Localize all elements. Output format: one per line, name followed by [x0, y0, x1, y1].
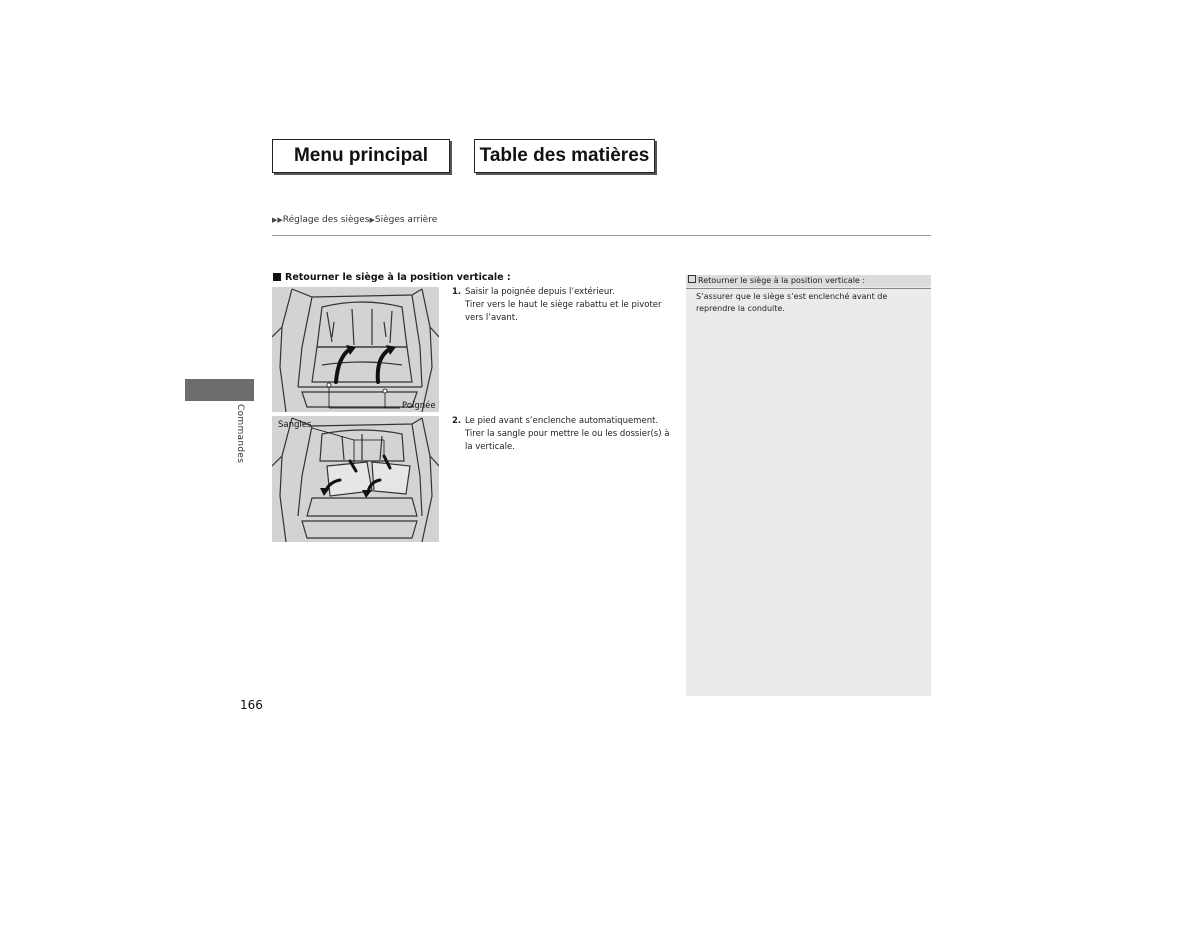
straps-label: Sangles	[278, 420, 312, 430]
section-title	[273, 272, 511, 283]
handle-label: Poignée	[402, 401, 436, 411]
step-text: Tirer vers le haut le siège rabattu et le pivoter vers l’avant.	[465, 299, 662, 323]
breadcrumb	[272, 215, 437, 225]
section-title-text: Retourner le siège à la position verticale :	[285, 272, 511, 283]
note-panel	[686, 275, 931, 696]
step-1	[452, 286, 677, 324]
reference-icon	[688, 275, 696, 283]
step-text: Le pied avant s’enclenche automatiquement.	[465, 416, 659, 426]
bullet-square-icon	[273, 273, 281, 281]
breadcrumb-arrow-icon: ▶▶	[272, 216, 283, 224]
page-number: 166	[240, 698, 263, 712]
breadcrumb-link-seats[interactable]: Réglage des sièges	[282, 215, 370, 225]
note-heading-text: Retourner le siège à la position verticale :	[698, 276, 866, 285]
chapter-tab[interactable]	[185, 379, 254, 401]
cargo-area-illustration	[272, 287, 439, 412]
step-number: 1.	[452, 287, 462, 297]
figure-straps	[272, 416, 439, 542]
header-divider	[272, 235, 931, 236]
chapter-label: Commandes	[235, 404, 245, 464]
table-of-contents-button[interactable]: Table des matières	[474, 139, 655, 173]
step-text: Saisir la poignée depuis l’extérieur.	[465, 287, 615, 297]
step-text: Tirer la sangle pour mettre le ou les dossier(s) à la verticale.	[465, 428, 670, 452]
straps-illustration	[272, 416, 439, 542]
note-divider	[686, 288, 931, 289]
breadcrumb-link-rear-seats[interactable]: Sièges arrière	[374, 215, 438, 225]
note-body: S’assurer que le siège s’est enclenché avant de reprendre la conduite.	[696, 292, 888, 313]
main-menu-button[interactable]: Menu principal	[272, 139, 450, 173]
figure-grab-handle	[272, 287, 439, 412]
breadcrumb-arrow-icon: ▶	[369, 216, 375, 224]
step-2	[452, 415, 677, 453]
note-heading[interactable]	[686, 275, 931, 287]
step-number: 2.	[452, 416, 462, 426]
